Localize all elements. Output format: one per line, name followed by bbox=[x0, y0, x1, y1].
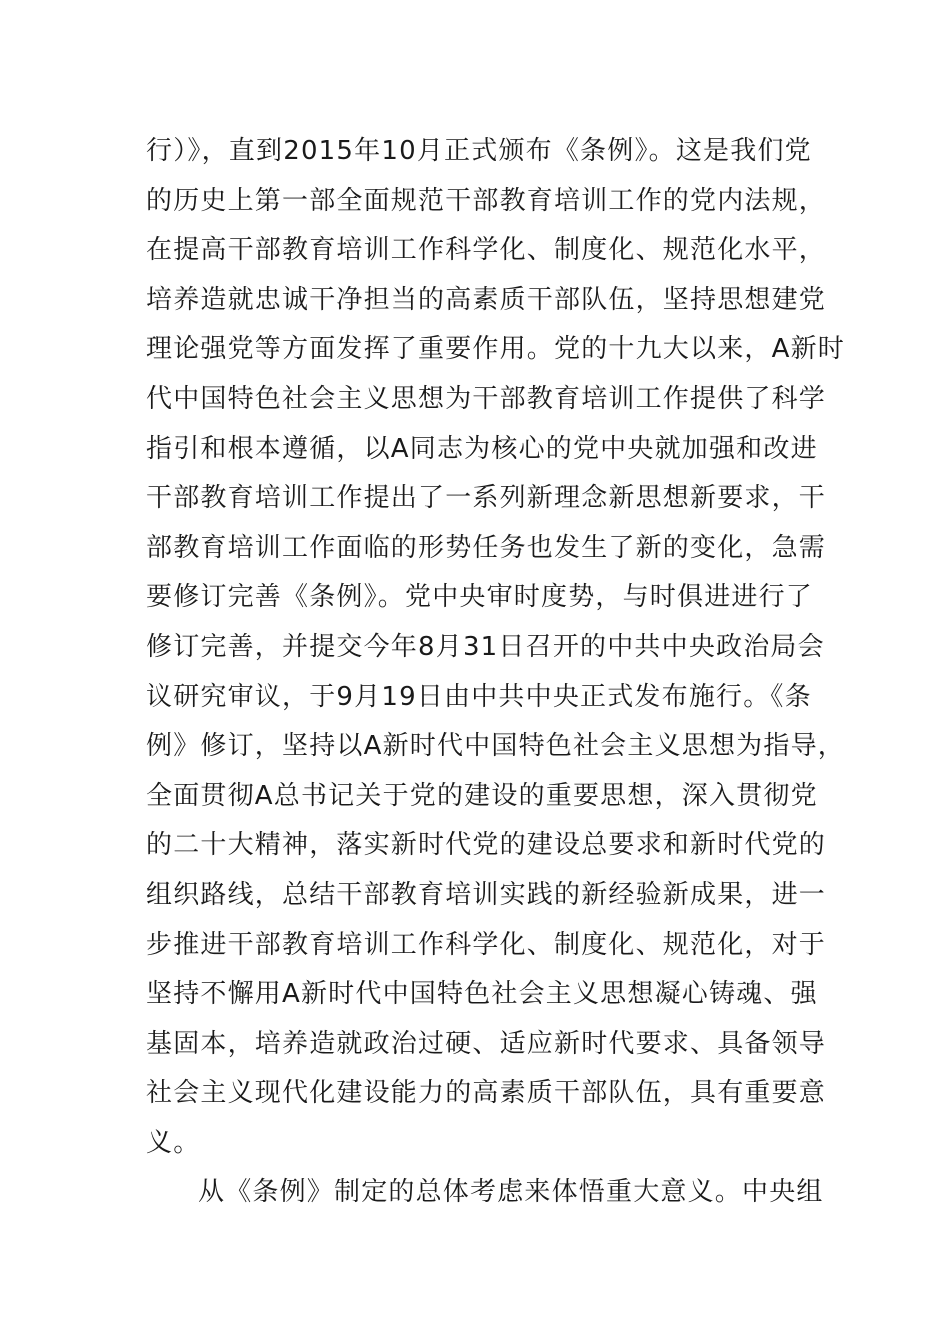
text-line: 步推进干部教育培训工作科学化、制度化、规范化，对于 bbox=[146, 929, 827, 960]
text-line: 要修订完善《条例》。党中央审时度势，与时俱进进行了 bbox=[146, 582, 814, 613]
text-line: 义。 bbox=[146, 1127, 201, 1158]
text-line: 部教育培训工作面临的形势任务也发生了新的变化，急需 bbox=[146, 532, 827, 563]
text-line: 坚持不懈用A新时代中国特色社会主义思想凝心铸魂、强 bbox=[146, 979, 818, 1010]
text-line: 的二十大精神，落实新时代党的建设总要求和新时代党的 bbox=[146, 830, 827, 861]
text-line: 修订完善，并提交今年8月31日召开的中共中央政治局会 bbox=[146, 631, 825, 662]
paragraph-start-line: 从《条例》制定的总体考虑来体悟重大意义。中央组 bbox=[198, 1177, 824, 1208]
text-line: 培养造就忠诚干净担当的高素质干部队伍，坚持思想建党 bbox=[146, 284, 827, 315]
text-line: 全面贯彻A总书记关于党的建设的重要思想，深入贯彻党 bbox=[146, 780, 818, 811]
text-line: 理论强党等方面发挥了重要作用。党的十九大以来，A新时 bbox=[146, 334, 845, 365]
text-line: 指引和根本遵循，以A同志为核心的党中央就加强和改进 bbox=[146, 433, 818, 464]
text-line: 的历史上第一部全面规范干部教育培训工作的党内法规， bbox=[146, 185, 827, 216]
text-line: 干部教育培训工作提出了一系列新理念新思想新要求，干 bbox=[146, 483, 827, 514]
text-line: 社会主义现代化建设能力的高素质干部队伍，具有重要意 bbox=[146, 1078, 827, 1109]
text-line: 代中国特色社会主义思想为干部教育培训工作提供了科学 bbox=[146, 383, 827, 414]
body-text bbox=[146, 127, 845, 1218]
text-line: 基固本，培养造就政治过硬、适应新时代要求、具备领导 bbox=[146, 1028, 827, 1059]
text-line: 议研究审议，于9月19日由中共中央正式发布施行。《条 bbox=[146, 681, 812, 712]
text-line: 例》修订，坚持以A新时代中国特色社会主义思想为指导， bbox=[146, 731, 845, 762]
text-line: 在提高干部教育培训工作科学化、制度化、规范化水平， bbox=[146, 235, 827, 266]
text-line: 组织路线，总结干部教育培训实践的新经验新成果，进一 bbox=[146, 879, 827, 910]
text-line: 行）》，直到2015年10月正式颁布《条例》。这是我们党 bbox=[146, 136, 812, 166]
